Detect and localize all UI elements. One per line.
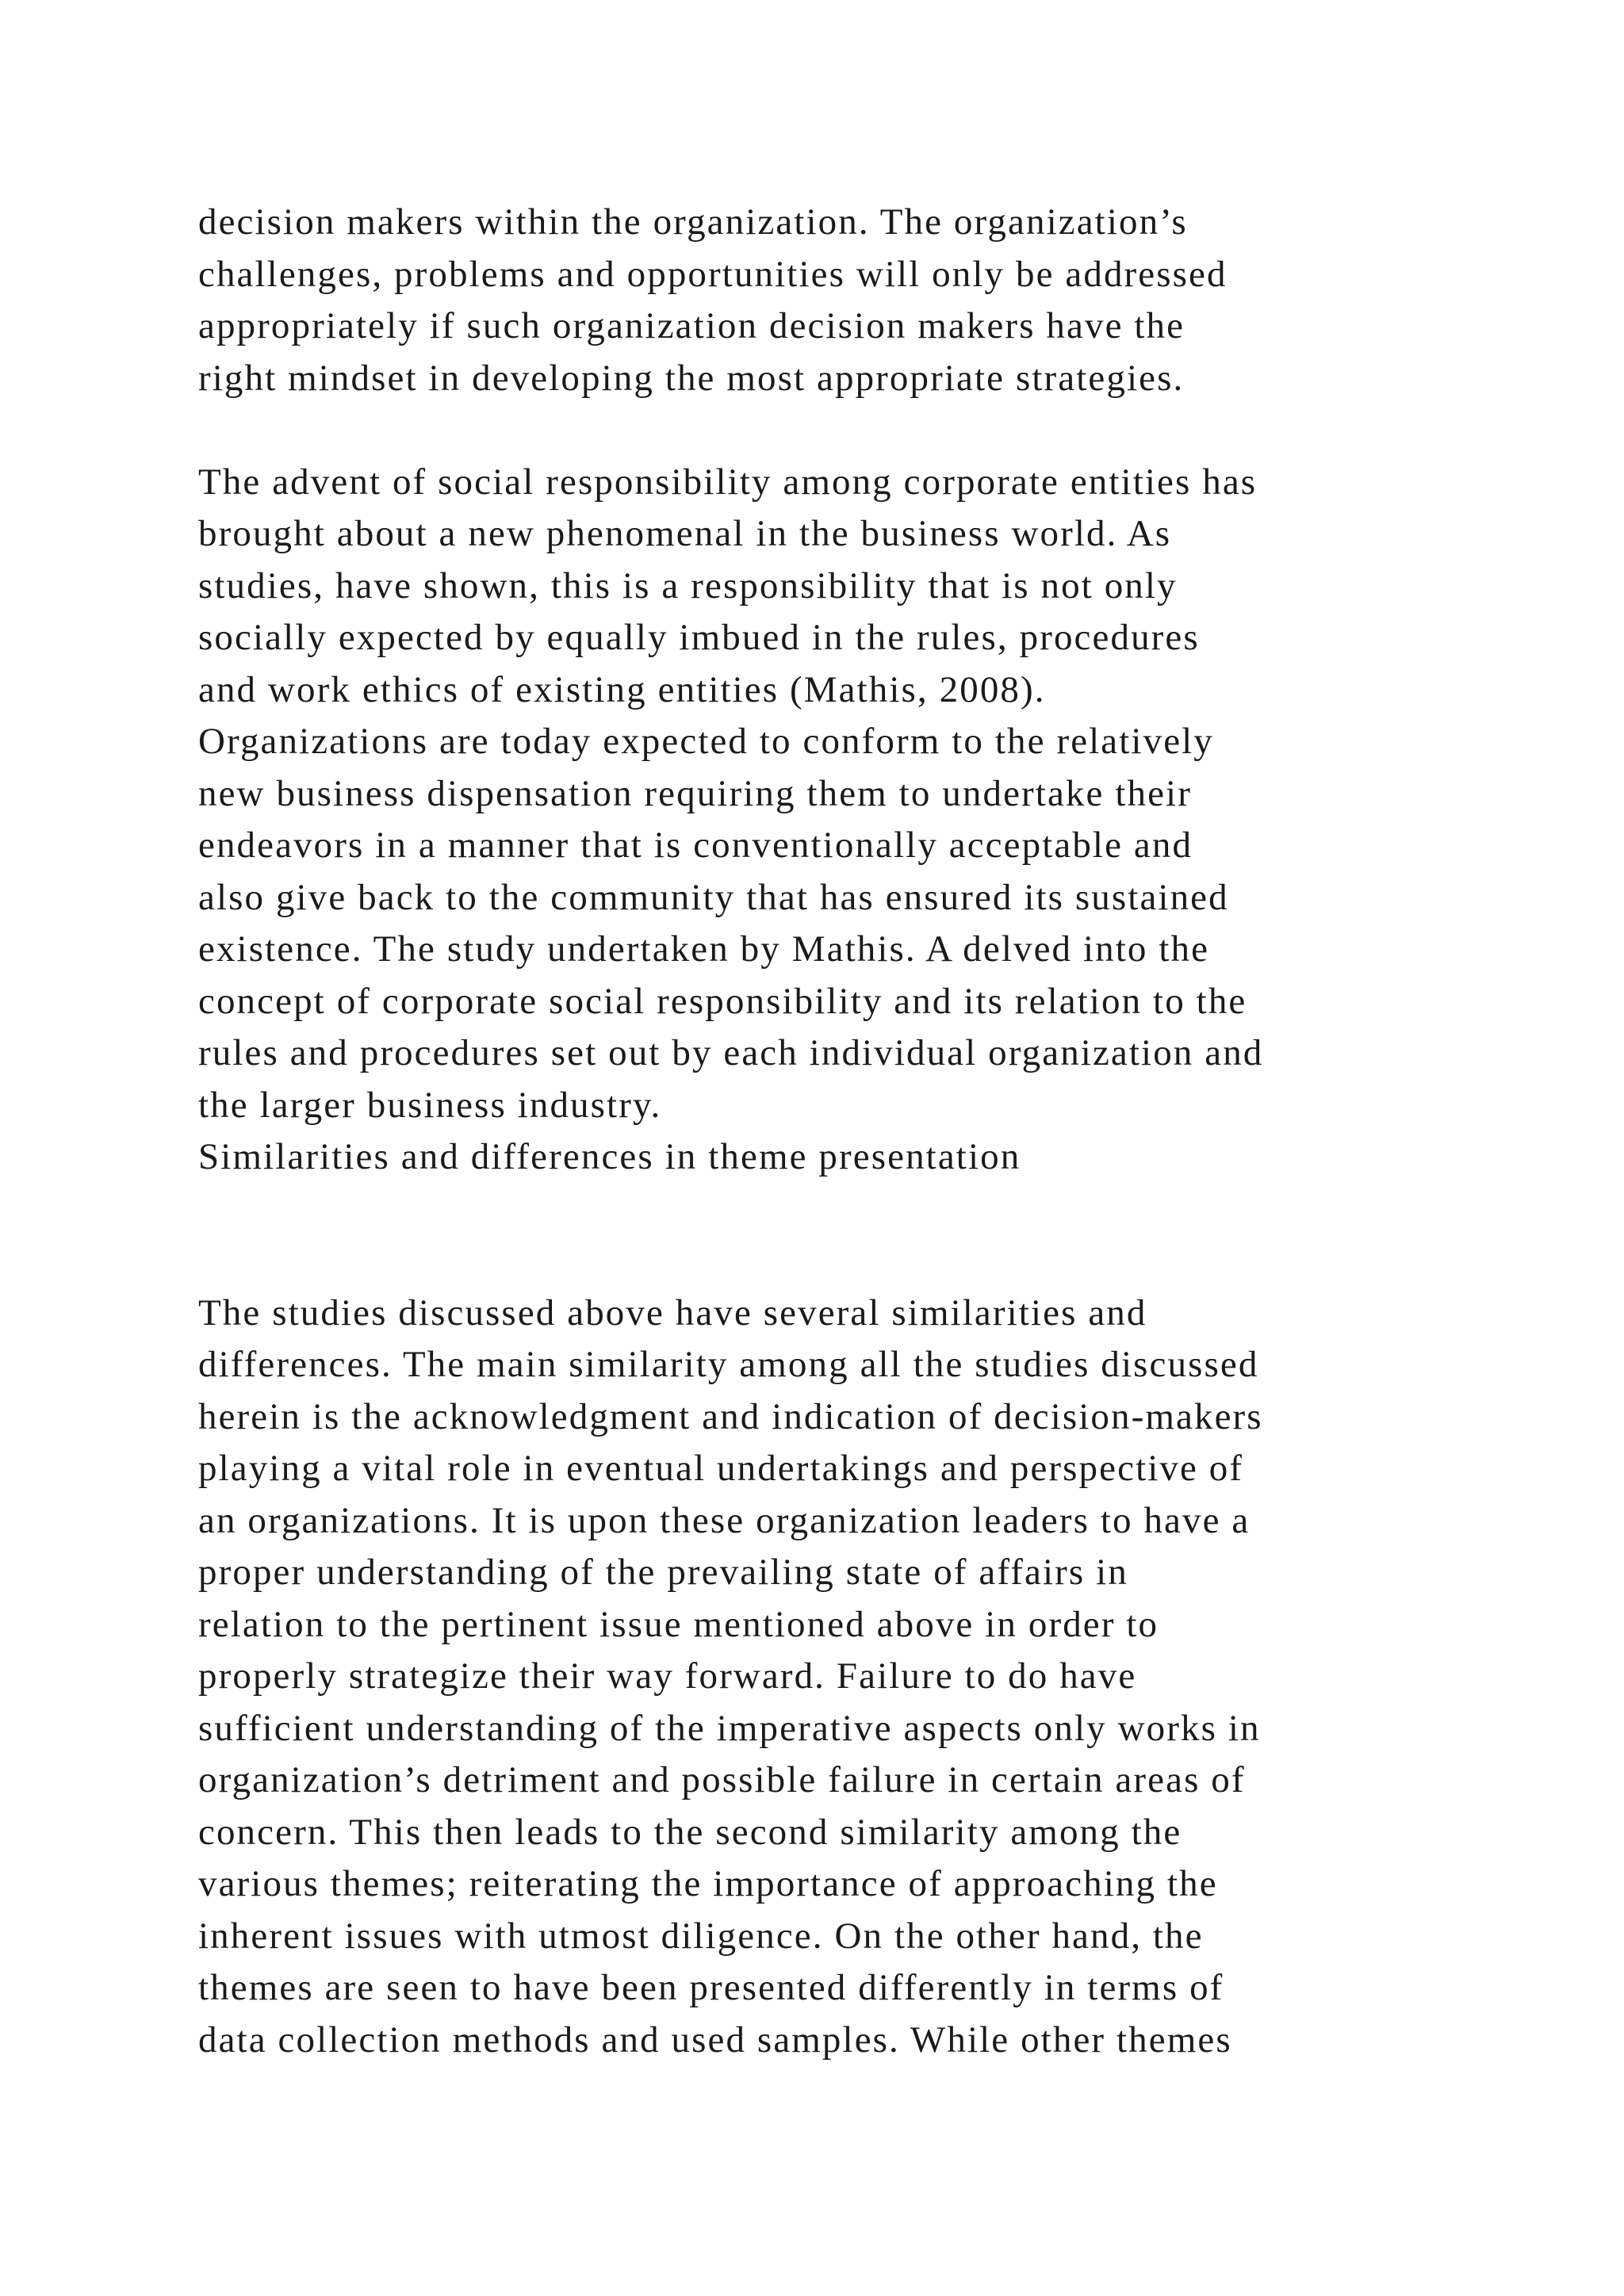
text-line: brought about a new phenomenal in the business world. As [198,513,1172,554]
text-line: decision makers within the organization. The organization’s [198,201,1188,243]
text-line: the larger business industry. [198,1084,662,1126]
paragraph-spacer [198,404,1499,457]
paragraph-spacer [198,1184,1499,1288]
text-line: challenges, problems and opportunities will only be addressed [198,253,1228,295]
text-line: also give back to the community that has ensured its sustained [198,876,1229,918]
text-line: concept of corporate social responsibility and its relation to the [198,980,1247,1022]
paragraph-3 [198,1288,1499,2067]
text-line: and work ethics of existing entities (Mathis, 2008). [198,668,1046,710]
text-line: properly strategize their way forward. Failure to do have [198,1655,1137,1697]
text-line: differences. The main similarity among all the studies discussed [198,1344,1259,1385]
text-line: organization’s detriment and possible failure in certain areas of [198,1759,1246,1800]
paragraph-1 [198,197,1499,404]
text-line: playing a vital role in eventual undertakings and perspective of [198,1448,1244,1489]
text-line: studies, have shown, this is a responsibility that is not only [198,564,1178,607]
text-line: rules and procedures set out by each individual organization and [198,1032,1264,1073]
text-line: endeavors in a manner that is conventionally acceptable and [198,825,1193,866]
text-line: themes are seen to have been presented differently in terms of [198,1967,1224,2008]
text-line: concern. This then leads to the second similarity among the [198,1811,1182,1853]
text-line: appropriately if such organization decision makers have the [198,305,1185,346]
text-line: Organizations are today expected to conform to the relatively [198,721,1214,762]
text-line: sufficient understanding of the imperative aspects only works in [198,1707,1261,1749]
text-line: The advent of social responsibility among corporate entities has [198,461,1258,503]
text-line: socially expected by equally imbued in the rules, procedures [198,617,1200,658]
section-heading: Similarities and differences in theme presentation [198,1136,1021,1177]
text-line: The studies discussed above have several similarities and [198,1292,1147,1334]
paragraph-2 [198,457,1499,1132]
text-line: new business dispensation requiring them to undertake their [198,772,1192,814]
text-line: herein is the acknowledgment and indication of decision-makers [198,1395,1263,1437]
text-line: existence. The study undertaken by Mathis. A delved into the [198,928,1210,970]
text-line: relation to the pertinent issue mentioned above in order to [198,1603,1159,1645]
text-line: inherent issues with utmost diligence. On the other hand, the [198,1915,1204,1957]
text-line: an organizations. It is upon these organization leaders to have a [198,1499,1251,1541]
text-line: data collection methods and used samples. While other themes [198,2019,1232,2061]
text-line: various themes; reiterating the importance of approaching the [198,1863,1218,1904]
text-line: right mindset in developing the most appropriate strategies. [198,357,1185,399]
document-body [198,197,1499,2066]
text-line: proper understanding of the prevailing state of affairs in [198,1552,1128,1593]
